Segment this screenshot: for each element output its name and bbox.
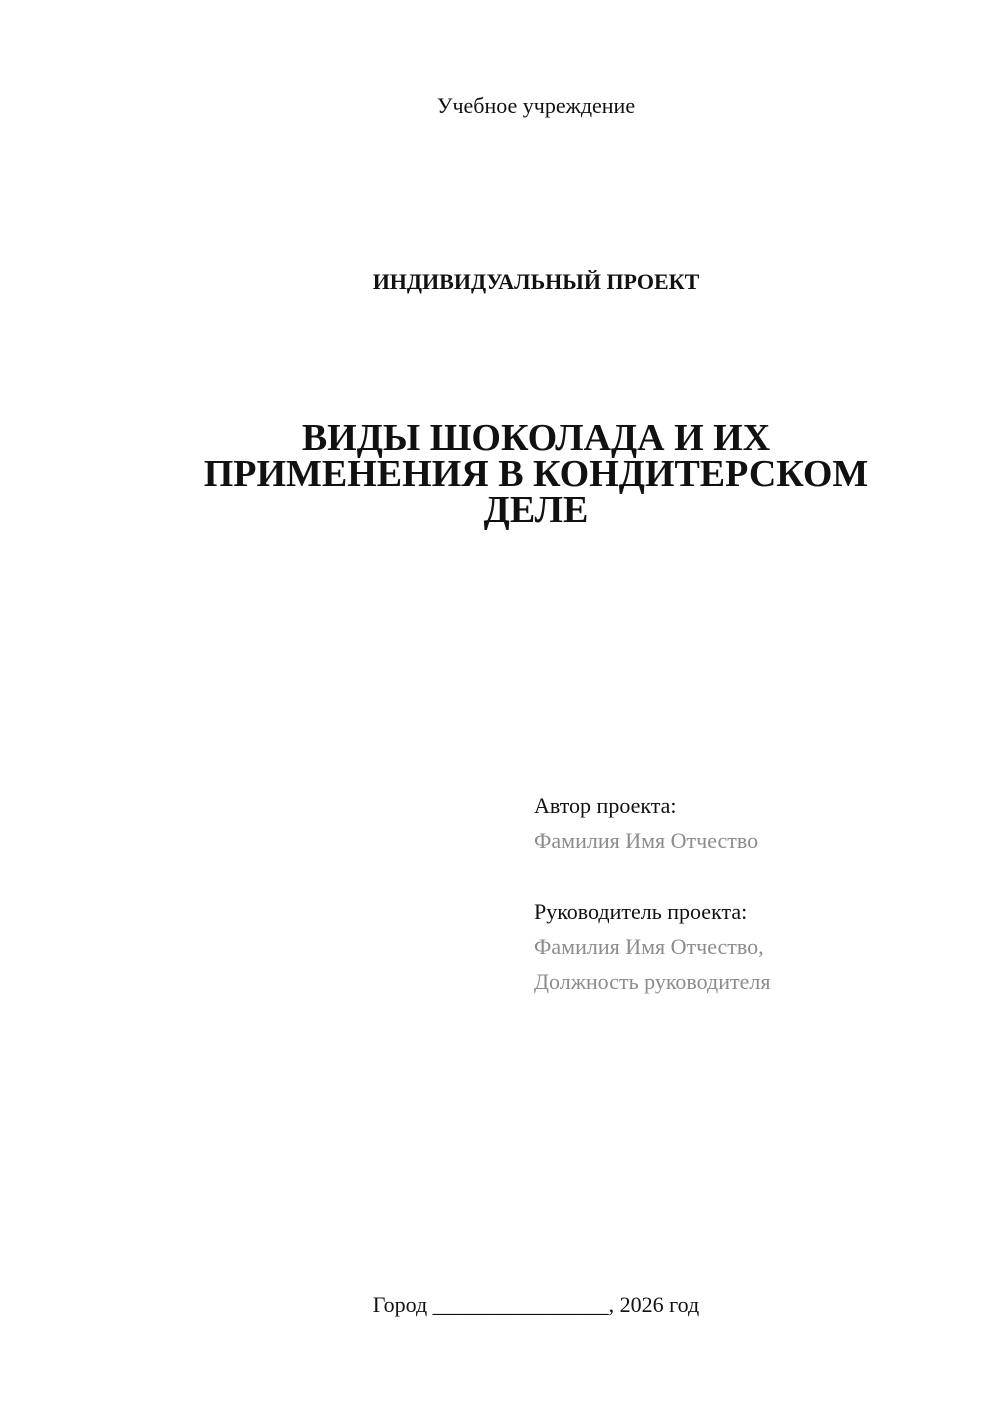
author-label: Автор проекта: [534, 793, 677, 818]
supervisor-position: Должность руководителя [534, 969, 771, 994]
project-title-line: ДЕЛЕ [483, 489, 589, 531]
institution-name: Учебное учреждение [436, 93, 636, 118]
city-year-line: Город ________________, 2026 год [372, 1292, 700, 1317]
project-title [150, 417, 922, 531]
signature-block [534, 788, 974, 999]
supervisor-label: Руководитель проекта: [534, 899, 748, 924]
signature-spacer [534, 858, 974, 894]
project-type-heading: ИНДИВИДУАЛЬНЫЙ ПРОЕКТ [372, 269, 700, 294]
project-title-line: ВИДЫ ШОКОЛАДА И ИХ [301, 417, 771, 459]
project-title-line: ПРИМЕНЕНИЯ В КОНДИТЕРСКОМ [203, 453, 869, 495]
author-name: Фамилия Имя Отчество [534, 828, 759, 853]
supervisor-name: Фамилия Имя Отчество, [534, 934, 764, 959]
